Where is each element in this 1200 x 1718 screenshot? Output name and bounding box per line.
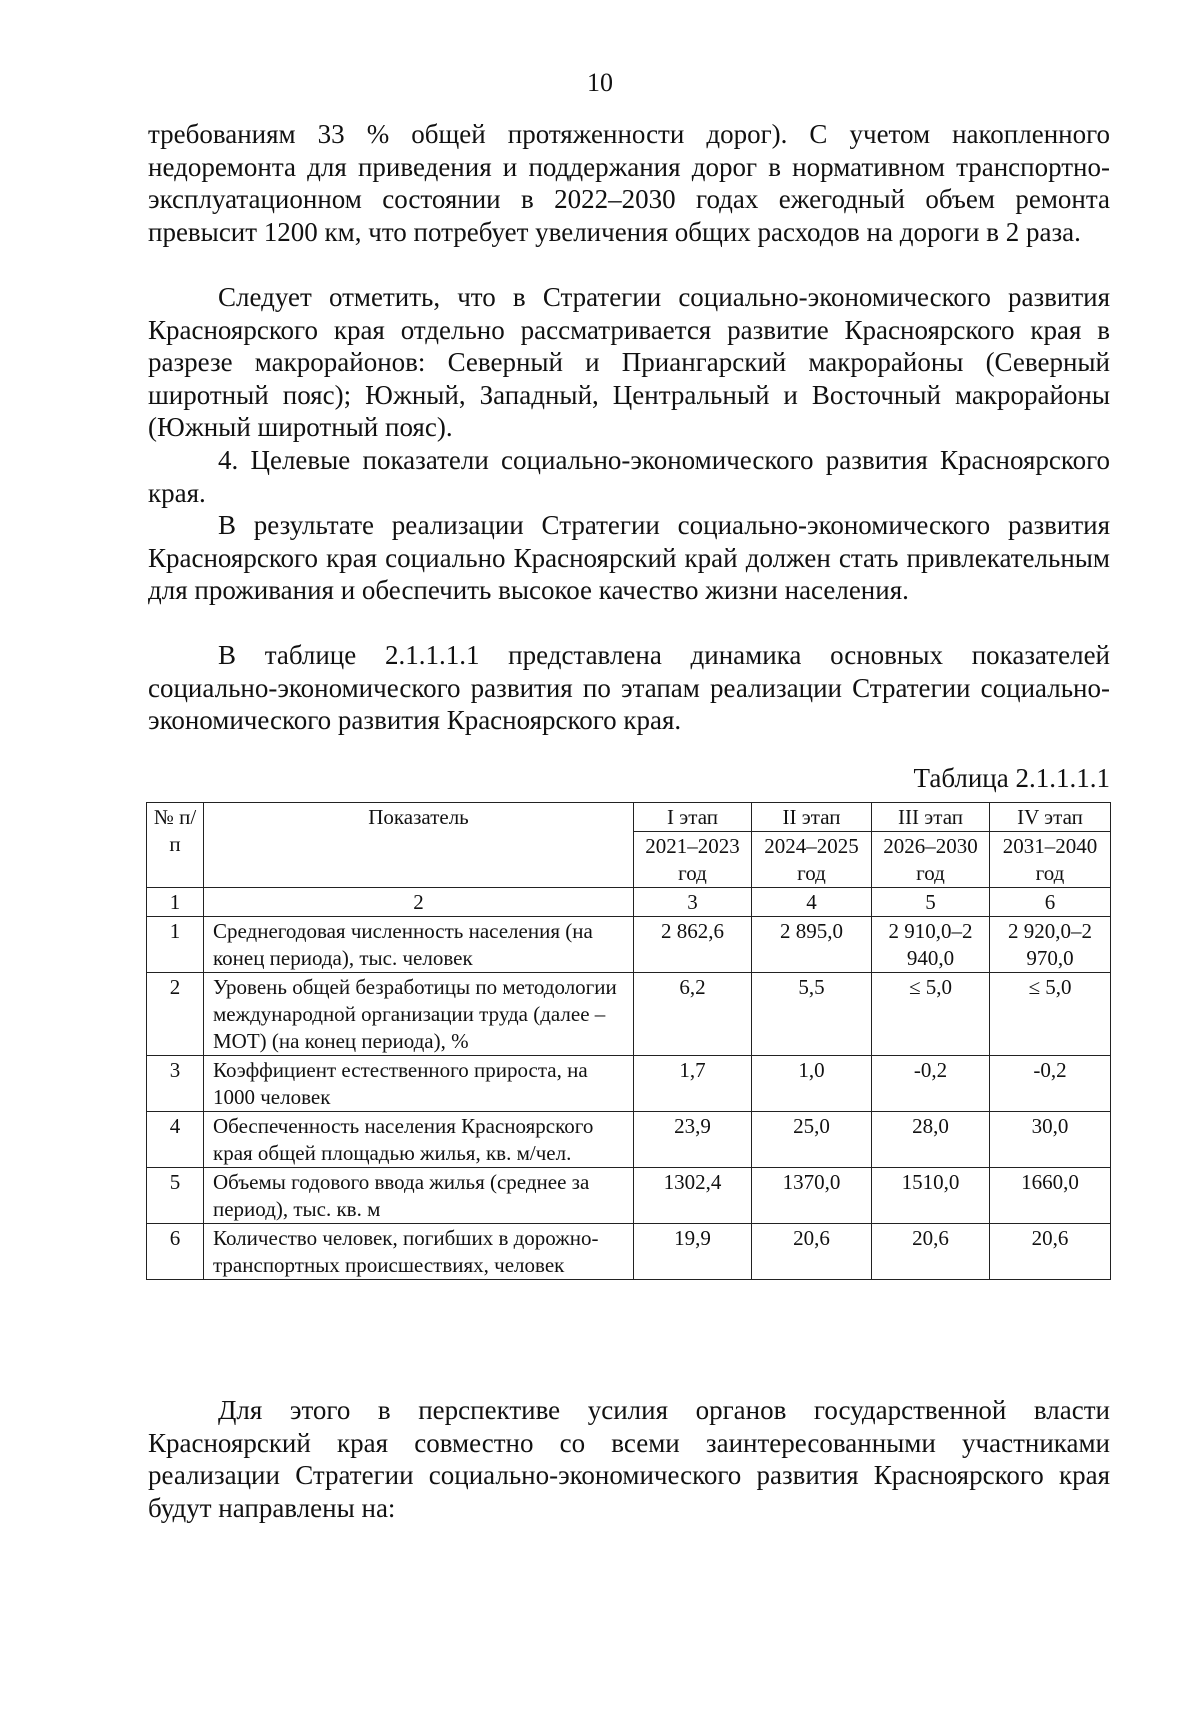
row-value-stage-2: 2 895,0 [752, 917, 872, 973]
row-num: 1 [147, 917, 204, 973]
row-indicator: Объемы годового ввода жилья (среднее за период), тыс. кв. м [204, 1168, 634, 1224]
row-value-stage-2: 20,6 [752, 1224, 872, 1280]
col-number-6: 6 [990, 888, 1111, 917]
row-value-stage-1: 19,9 [634, 1224, 752, 1280]
row-value-stage-1: 1302,4 [634, 1168, 752, 1224]
header-stage-2: II этап [752, 803, 872, 832]
row-value-stage-3: 28,0 [872, 1112, 990, 1168]
row-value-stage-4: 30,0 [990, 1112, 1111, 1168]
row-indicator: Коэффициент естественного прироста, на 1000 человек [204, 1056, 634, 1112]
indicators-table [146, 802, 1111, 1280]
row-indicator: Обеспеченность населения Красноярского края общей площадью жилья, кв. м/чел. [204, 1112, 634, 1168]
row-value-stage-1: 23,9 [634, 1112, 752, 1168]
paragraph-macroregions: Следует отметить, что в Стратегии социально-экономического развития Красноярского края отдельно рассматривается развитие Красноярского края в разрезе макрорайонов: Северный и Приангарский макрорайоны (Северный широтный пояс); Южный, Западный, Центральный и Восточный макрорайоны (Южный широтный пояс). [148, 282, 1110, 443]
row-value-stage-4: ≤ 5,0 [990, 973, 1111, 1056]
page-number: 10 [587, 68, 613, 97]
header-period-3: 2026–2030 год [872, 832, 990, 888]
table-row [147, 1168, 1111, 1224]
header-period-2: 2024–2025 год [752, 832, 872, 888]
section-heading-target-indicators: 4. Целевые показатели социально-экономического развития Красноярского края. [148, 445, 1110, 508]
table-row [147, 1224, 1111, 1280]
col-number-2: 2 [204, 888, 634, 917]
row-indicator: Уровень общей безработицы по методологии международной организации труда (далее – МОТ) (на конец периода), % [204, 973, 634, 1056]
row-value-stage-4: 2 920,0–2 970,0 [990, 917, 1111, 973]
table-header-row [147, 803, 1111, 832]
row-value-stage-4: 1660,0 [990, 1168, 1111, 1224]
table-row [147, 917, 1111, 973]
row-num: 3 [147, 1056, 204, 1112]
col-number-5: 5 [872, 888, 990, 917]
paragraph-directions: Для этого в перспективе усилия органов государственной власти Красноярский края совместно со всеми заинтересованными участниками реализации Стратегии социально-экономического развития Красноярского края будут направлены на: [148, 1395, 1110, 1523]
header-num: № п/п [147, 803, 204, 888]
header-period-4: 2031–2040 год [990, 832, 1111, 888]
col-number-1: 1 [147, 888, 204, 917]
row-value-stage-1: 6,2 [634, 973, 752, 1056]
paragraph-roads: требованиям 33 % общей протяженности дорог). С учетом накопленного недоремонта для приведения и поддержания дорог в нормативном транспортно-эксплуатационном состоянии в 2022–2030 годах ежегодный объем ремонта превысит 1200 км, что потребует увеличения общих расходов на дороги в 2 раза. [148, 119, 1110, 247]
table-row [147, 973, 1111, 1056]
row-value-stage-2: 1,0 [752, 1056, 872, 1112]
row-value-stage-2: 1370,0 [752, 1168, 872, 1224]
row-value-stage-2: 25,0 [752, 1112, 872, 1168]
row-num: 6 [147, 1224, 204, 1280]
table-column-numbers-row [147, 888, 1111, 917]
row-value-stage-1: 1,7 [634, 1056, 752, 1112]
header-stage-3: III этап [872, 803, 990, 832]
row-num: 4 [147, 1112, 204, 1168]
paragraph-results: В результате реализации Стратегии социально-экономического развития Красноярского края социально Красноярский край должен стать привлекательным для проживания и обеспечить высокое качество жизни населения. [148, 510, 1110, 606]
row-value-stage-3: -0,2 [872, 1056, 990, 1112]
header-indicator: Показатель [204, 803, 634, 888]
paragraph-table-intro: В таблице 2.1.1.1.1 представлена динамика основных показателей социально-экономического развития по этапам реализации Стратегии социально-экономического развития Красноярского края. [148, 640, 1110, 736]
header-stage-4: IV этап [990, 803, 1111, 832]
col-number-4: 4 [752, 888, 872, 917]
row-value-stage-2: 5,5 [752, 973, 872, 1056]
row-num: 5 [147, 1168, 204, 1224]
row-indicator: Количество человек, погибших в дорожно-транспортных происшествиях, человек [204, 1224, 634, 1280]
table-row [147, 1112, 1111, 1168]
row-indicator: Среднегодовая численность населения (на конец периода), тыс. человек [204, 917, 634, 973]
row-value-stage-3: 2 910,0–2 940,0 [872, 917, 990, 973]
header-stage-1: I этап [634, 803, 752, 832]
row-value-stage-3: 1510,0 [872, 1168, 990, 1224]
header-period-1: 2021–2023 год [634, 832, 752, 888]
row-value-stage-1: 2 862,6 [634, 917, 752, 973]
table-row [147, 1056, 1111, 1112]
row-value-stage-4: 20,6 [990, 1224, 1111, 1280]
row-value-stage-3: 20,6 [872, 1224, 990, 1280]
col-number-3: 3 [634, 888, 752, 917]
table-caption: Таблица 2.1.1.1.1 [913, 763, 1110, 793]
row-num: 2 [147, 973, 204, 1056]
row-value-stage-4: -0,2 [990, 1056, 1111, 1112]
row-value-stage-3: ≤ 5,0 [872, 973, 990, 1056]
